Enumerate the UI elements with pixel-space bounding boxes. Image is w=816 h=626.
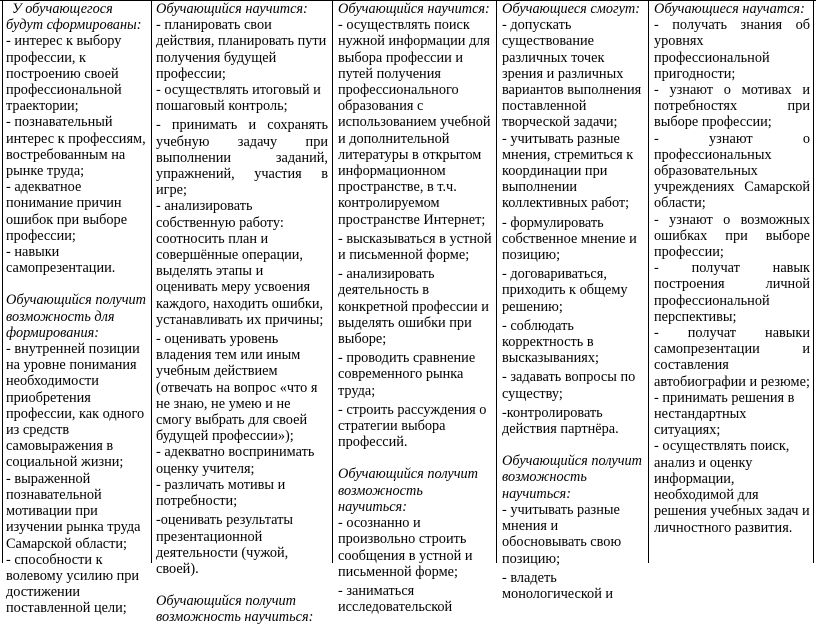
col4-item: - договариваться, приходить к общему решению; xyxy=(502,266,628,315)
col1-heading-2: Обучающийся получит возможность для формирования: xyxy=(6,292,147,341)
col-border-0 xyxy=(2,0,3,563)
col5-item: - узнают о возможных ошибках при выборе профессии; xyxy=(654,211,810,261)
col3-item: - высказываться в устной и письменной форме; xyxy=(338,230,492,264)
col1-item: - интерес к выбору профессии, к построению своей профессиональной траектории; xyxy=(6,33,122,115)
col4-item: - владеть монологической и xyxy=(502,569,614,602)
col2-item: -оценивать результаты презентационной деятельности (чужой, своей). xyxy=(156,512,293,577)
col1-item: - познавательный интерес к профессиям, востребованным на рынке труда; xyxy=(6,114,146,180)
column-cognitive xyxy=(338,1,492,616)
column-regulatory xyxy=(156,1,328,626)
col2-heading-1: Обучающийся научится: xyxy=(156,1,308,17)
col2-heading-2: Обучающийся получит возможность научиться: xyxy=(156,593,314,626)
col3-item: - строить рассуждения о стратегии выбора профессий. xyxy=(338,401,487,451)
col4-item: - формулировать собственное мнение и позицию; xyxy=(502,214,637,264)
col4-item: - задавать вопросы по существу; xyxy=(502,369,636,402)
col2-item: - различать мотивы и потребности; xyxy=(156,476,286,510)
col3-item: - анализировать деятельность в конкретной профессии и выделять ошибки при выборе; xyxy=(338,266,489,348)
col5-item: - получать знания об уровнях профессиональной пригодности; xyxy=(654,17,810,82)
col3-item: - проводить сравнение современного рынка труда; xyxy=(338,350,476,399)
col-border-1 xyxy=(151,0,152,563)
col-border-3 xyxy=(496,0,497,563)
col4-item: - учитывать разные мнения, стремиться к координации при выполнении коллективных работ; xyxy=(502,130,634,212)
col1-item: - адекватное понимание причин ошибок при выборе профессии; xyxy=(6,179,128,244)
col1-item: - способности к волевому усилию при достижении поставленной цели; xyxy=(6,551,140,617)
col3-item: - осуществлять поиск нужной информации для выбора профессии и путей получения профессионального образования с использованием учебной и дополнительной литературы в открытом информационном пространстве, в т.ч. контролируемом пространстве Интернет; xyxy=(338,17,491,228)
col5-item: - получат навыки самопрезентации и составления автобиографии и резюме; xyxy=(654,325,810,390)
column-subject xyxy=(654,1,810,563)
col-border-5 xyxy=(813,0,814,563)
col4-item: -контролировать действия партнёра. xyxy=(502,404,619,438)
col3-heading-2: Обучающийся получит возможность научиться: xyxy=(338,466,479,515)
col5-item: - осуществлять поиск, анализ и оценку информации, необходимой для решения учебных задач и личностного развития. xyxy=(654,438,810,536)
col5-item: - принимать решения в нестандартных ситуациях; xyxy=(654,389,795,439)
col4-heading-2: Обучающийся получит возможность научиться: xyxy=(502,453,643,502)
col-border-4 xyxy=(648,0,649,563)
col5-item: - узнают о профессиональных образовательных учреждениях Самарской области; xyxy=(654,130,810,212)
col-border-2 xyxy=(332,0,333,563)
col2-item: - планировать свои действия, планировать пути получения будущей профессии; xyxy=(156,17,327,82)
col1-item: - выраженной познавательной мотивации при изучении рынка труда Самарской области; xyxy=(6,470,141,552)
col2-item: - оценивать уровень владения тем или иным учебным действием (отвечать на вопрос «что я не знаю, не умею и не смогу выбрать для своей будущей профессии»); xyxy=(156,331,318,445)
col2-item: - принимать и сохранять учебную задачу при выполнении заданий, упражнений, участия в игре; xyxy=(156,117,328,199)
col5-heading-1: Обучающиеся научатся: xyxy=(654,1,805,17)
col2-item: - анализировать собственную работу: соотносить план и совершённые операции, выделять этапы и оценивать меру усвоения каждого, находить ошибки, устанавливать их причины; xyxy=(156,198,324,328)
col4-item: - допускать существование различных точек зрения и различных вариантов выполнения поставленной творческой задачи; xyxy=(502,17,642,131)
col2-item: - адекватно воспринимать оценку учителя; xyxy=(156,444,315,477)
col1-heading-1: У обучающегося будут сформированы: xyxy=(6,1,142,34)
col4-item: - учитывать разные мнения и обосновывать свою позицию; xyxy=(502,501,622,567)
col1-item: - внутренней позиции на уровне понимания необходимости приобретения профессии, как одного из средств самовыражения в социальной жизни; xyxy=(6,341,145,471)
col3-heading-1: Обучающийся научится: xyxy=(338,1,490,17)
col5-item: - узнают о мотивах и потребностях при выборе профессии; xyxy=(654,82,810,131)
column-communicative xyxy=(502,1,644,602)
col5-item: - получат навык построения личной профессиональной перспективы; xyxy=(654,260,810,325)
col4-heading-1: Обучающиеся смогут: xyxy=(502,1,641,17)
col4-item: - соблюдать корректность в высказываниях; xyxy=(502,317,599,367)
col3-item: - осознанно и произвольно строить сообщения в устной и письменной форме; xyxy=(338,515,473,580)
col3-item: - заниматься исследовательской xyxy=(338,582,453,616)
col2-item: - осуществлять итоговый и пошаговый контроль; xyxy=(156,82,321,115)
col1-item: - навыки самопрезентации. xyxy=(6,244,116,277)
column-personal xyxy=(6,1,148,617)
